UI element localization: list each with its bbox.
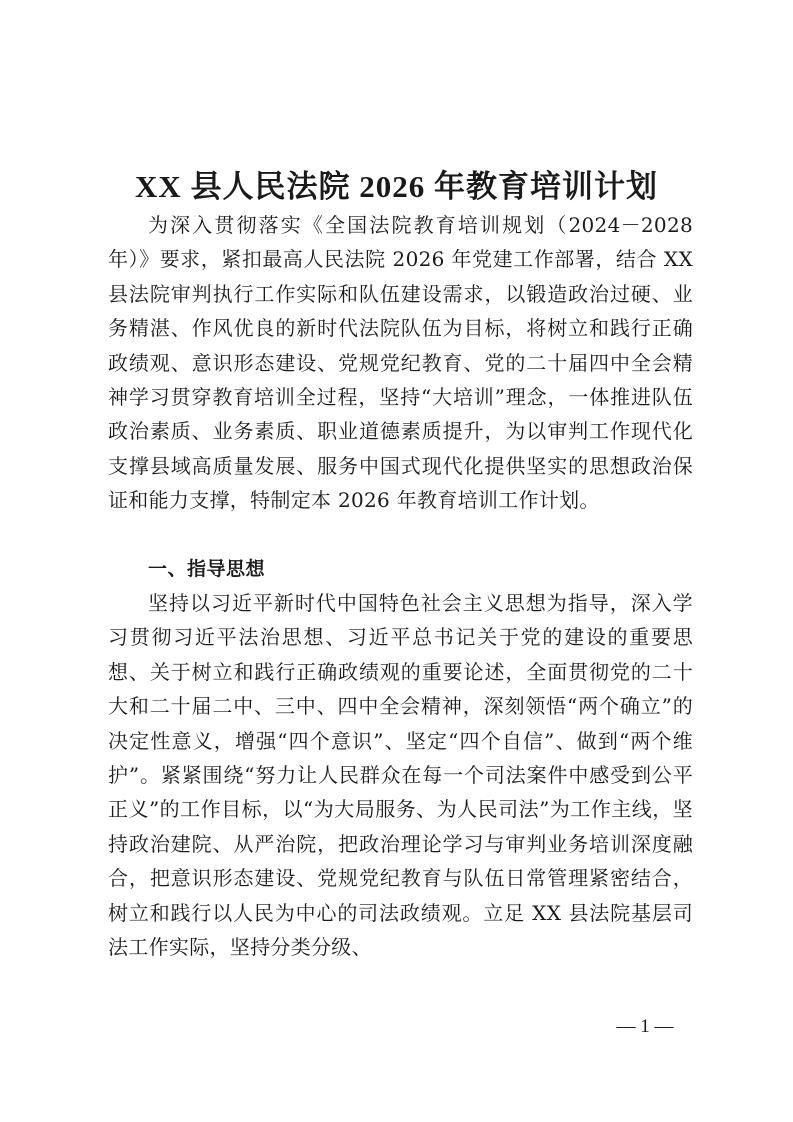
section-body-paragraph: 坚持以习近平新时代中国特色社会主义思想为指导，深入学习贯彻习近平法治思想、习近平总书记关于党的建设的重要思想、关于树立和践行正确政绩观的重要论述，全面贯彻党的二十大和二十届二中、三中、四中全会精神，深刻领悟“两个确立”的决定性意义，增强“四个意识”、坚定“四个自信”、做到“两个维护”。紧紧围绕“努力让人民群众在每一个司法案件中感受到公平正义”的工作目标，以“为大局服务、为人民司法”为工作主线，坚持政治建院、从严治院，把政治理论学习与审判业务培训深度融合，把意识形态建设、党规党纪教育与队伍日常管理紧密结合，树立和践行以人民为中心的司法政绩观。立足 XX 县法院基层司法工作实际，坚持分类分级、 [108,591,693,960]
page-title: XX 县人民法院 2026 年教育培训计划 [134,168,659,204]
page-number: — 1 — [616,1016,674,1037]
section-heading-guiding-ideology: 一、指导思想 [148,558,266,580]
intro-paragraph: 为深入贯彻落实《全国法院教育培训规划（2024－2028 年）》要求，紧扣最高人民法院 2026 年党建工作部署，结合 XX 县法院审判执行工作实际和队伍建设需求，以锻造政治过硬、业务精湛、作风优良的新时代法院队伍为目标，将树立和践行正确政绩观、意识形态建设、党规党纪教育、党的二十届四中全会精神学习贯穿教育培训全过程，坚持“大培训”理念，一体推进队伍政治素质、业务素质、职业道德素质提升，为以审判工作现代化支撑县域高质量发展、服务中国式现代化提供坚实的思想政治保证和能力支撑，特制定本 2026 年教育培训工作计划。 [108,213,693,513]
